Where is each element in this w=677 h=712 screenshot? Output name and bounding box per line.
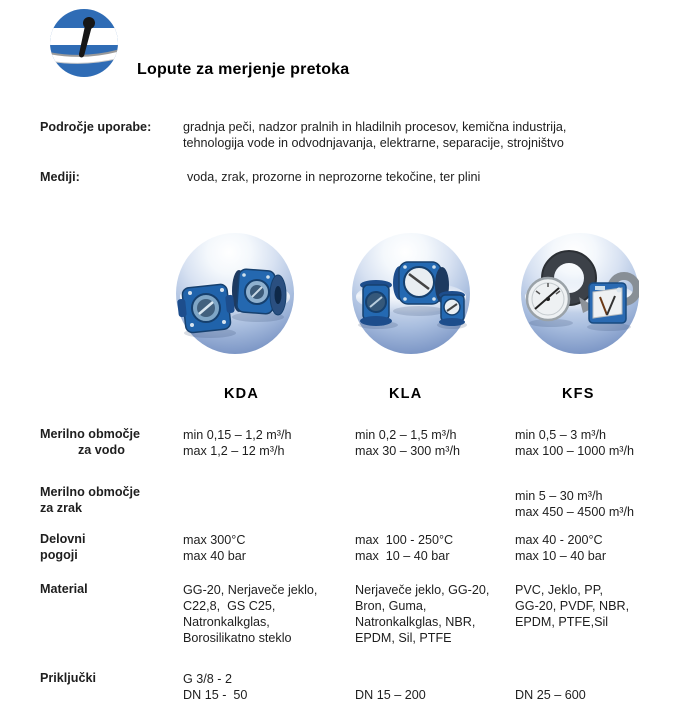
cell-line: G 3/8 - 2 [183, 672, 232, 686]
cell-kda [183, 532, 246, 564]
column-header-kfs: KFS [562, 386, 595, 402]
cell-line: max 100 - 250°C [355, 533, 454, 547]
cell-line: GG-20, Nerjaveče jeklo, [183, 583, 318, 597]
row-label-line: Merilno območje [40, 485, 141, 499]
row-label [40, 485, 140, 516]
cell-line: max 1,2 – 12 m³/h [183, 444, 285, 458]
row-label [40, 671, 96, 687]
cell-line: max 300°C [183, 533, 246, 547]
row-label-line: Material [40, 582, 88, 596]
cell-line: max 450 – 4500 m³/h [515, 505, 635, 519]
cell-line: min 0,2 – 1,5 m³/h [355, 428, 457, 442]
cell-kla [355, 671, 426, 703]
info-value-line: voda, zrak, prozorne in neprozorne tekočine, ter plini [187, 170, 481, 184]
info-label: Mediji: [40, 170, 80, 184]
cell-kla [355, 532, 453, 564]
cell-line: Natronkalkglas, [183, 615, 270, 629]
cell-kda [183, 427, 292, 459]
cell-kda [183, 671, 247, 703]
cell-kla [355, 582, 489, 646]
info-value [187, 170, 480, 186]
cell-line: Borosilikatno steklo [183, 631, 292, 645]
product-photo-kfs [521, 233, 639, 354]
kla-valves-illustration [352, 233, 470, 354]
product-photo-kla [352, 233, 470, 354]
cell-line: min 0,15 – 1,2 m³/h [183, 428, 292, 442]
cell-kfs [515, 582, 629, 630]
cell-line: EPDM, PTFE,Sil [515, 615, 609, 629]
cell-line: min 5 – 30 m³/h [515, 489, 603, 503]
cell-line: DN 15 – 200 [355, 688, 426, 702]
cell-line: DN 25 – 600 [515, 688, 586, 702]
row-label-line: Priključki [40, 671, 97, 685]
info-value-line: tehnologija vode in odvodnjavanja, elektrarne, separacije, strojništvo [183, 135, 564, 150]
cell-line [515, 671, 586, 687]
cell-kla [355, 427, 460, 459]
row-label [40, 582, 88, 598]
cell-line: max 10 – 40 bar [355, 549, 450, 563]
cell-line: Bron, Guma, [355, 599, 427, 613]
cell-line: PVC, Jeklo, PP, [515, 583, 603, 597]
cell-line: Nerjaveče jeklo, GG-20, [355, 583, 490, 597]
cell-line: max 40 - 200°C [515, 533, 603, 547]
cell-kfs [515, 427, 634, 459]
row-label [40, 532, 86, 563]
row-label-line: Merilno območje [40, 427, 141, 441]
row-label-line: pogoji [40, 547, 78, 562]
row-label [40, 427, 140, 458]
page-title: Lopute za merjenje pretoka [137, 61, 350, 78]
cell-line: DN 15 - 50 [183, 688, 248, 702]
cell-line: max 30 – 300 m³/h [355, 444, 460, 458]
row-label-line: za vodo [78, 442, 125, 457]
kda-valves-illustration [176, 233, 294, 354]
info-value [183, 120, 566, 151]
cell-line: C22,8, GS C25, [183, 599, 276, 613]
column-header-kla: KLA [389, 386, 423, 402]
row-label-line: Delovni [40, 532, 86, 546]
cell-line: EPDM, Sil, PTFE [355, 631, 452, 645]
row-label-line: za zrak [40, 500, 83, 515]
cell-line [355, 671, 426, 687]
cell-line: max 100 – 1000 m³/h [515, 444, 635, 458]
cell-kda [183, 582, 317, 646]
cell-kfs [515, 488, 634, 520]
info-label: Področje uporabe: [40, 120, 152, 134]
kfs-meters-illustration [521, 233, 639, 354]
cell-line: min 0,5 – 3 m³/h [515, 428, 606, 442]
cell-line: max 10 – 40 bar [515, 549, 607, 563]
cell-kfs [515, 532, 606, 564]
column-header-kda: KDA [224, 386, 260, 402]
flow-flap-logo [48, 7, 120, 79]
product-photo-kda [176, 233, 294, 354]
cell-kfs [515, 671, 586, 703]
cell-line: Natronkalkglas, NBR, [355, 615, 476, 629]
cell-line: max 40 bar [183, 549, 246, 563]
info-value-line: gradnja peči, nadzor pralnih in hladilnih procesov, kemična industrija, [183, 120, 567, 134]
cell-line: GG-20, PVDF, NBR, [515, 599, 630, 613]
flow-flap-logo-icon [48, 7, 120, 79]
